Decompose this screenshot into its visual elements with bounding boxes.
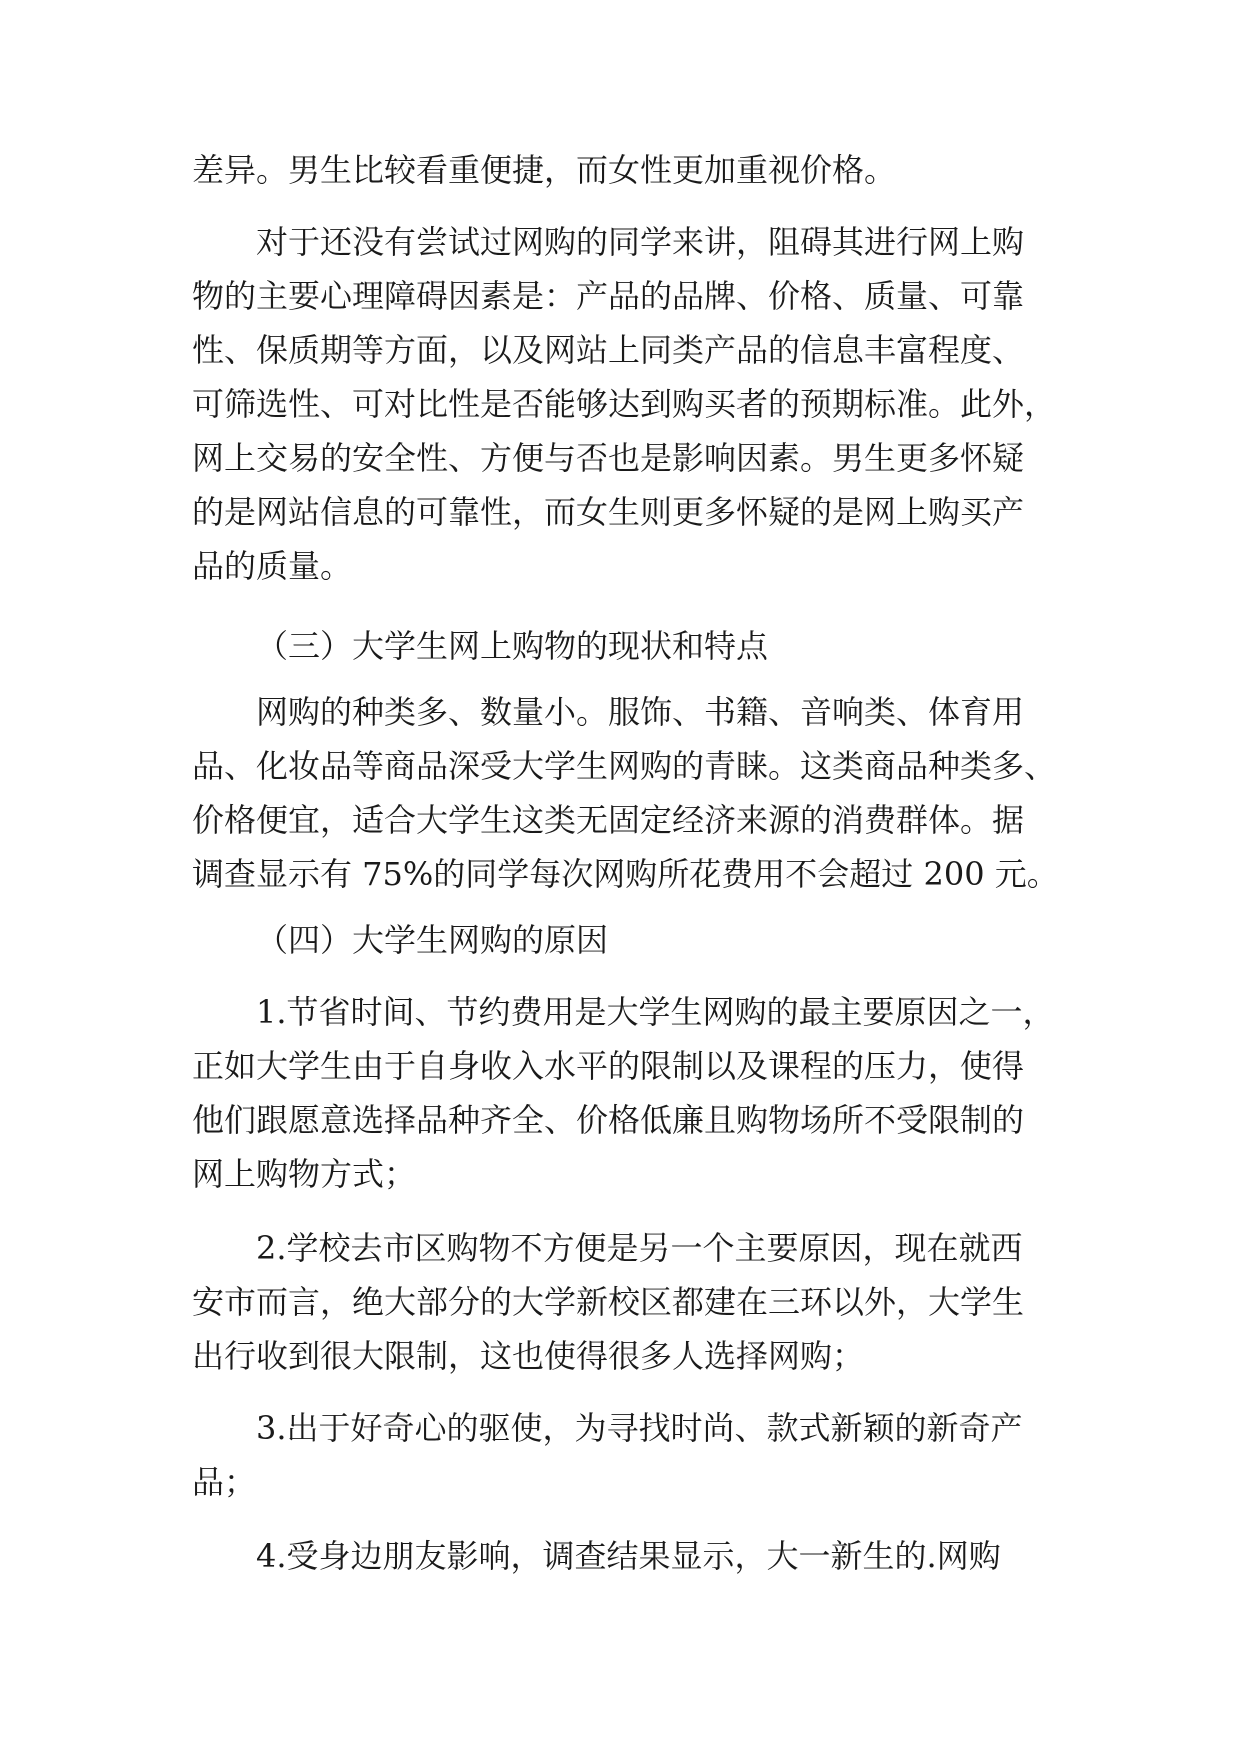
text-line: 性、保质期等方面，以及网站上同类产品的信息丰富程度、	[192, 331, 1025, 369]
list-item-first-line: 1.节省时间、节约费用是大学生网购的最主要原因之一，	[256, 993, 1055, 1031]
list-item-first-line: 3.出于好奇心的驱使，为寻找时尚、款式新颖的新奇产	[256, 1409, 1023, 1447]
text-line: 网上购物方式；	[192, 1155, 417, 1193]
text-line: 品、化妆品等商品深受大学生网购的青睐。这类商品种类多、	[192, 747, 1057, 785]
text-line: 的是网站信息的可靠性，而女生则更多怀疑的是网上购买产	[192, 493, 1025, 531]
section-heading: （四）大学生网购的原因	[256, 921, 609, 959]
list-item-first-line: 4.受身边朋友影响，调查结果显示，大一新生的.网购	[256, 1537, 1001, 1575]
text-line: 正如大学生由于自身收入水平的限制以及课程的压力，使得	[192, 1047, 1025, 1085]
text-line: 出行收到很大限制，这也使得很多人选择网购；	[192, 1337, 865, 1375]
paragraph-first-line: 网购的种类多、数量小。服饰、书籍、音响类、体育用	[256, 693, 1025, 731]
list-item-first-line: 2.学校去市区购物不方便是另一个主要原因，现在就西	[256, 1229, 1023, 1267]
text-line: 价格便宜，适合大学生这类无固定经济来源的消费群体。据	[192, 801, 1025, 839]
text-line: 可筛选性、可对比性是否能够达到购买者的预期标准。此外，	[192, 385, 1057, 423]
text-line: 他们跟愿意选择品种齐全、价格低廉且购物场所不受限制的	[192, 1101, 1025, 1139]
text-line: 调查显示有 75%的同学每次网购所花费用不会超过 200 元。	[192, 855, 1059, 893]
text-line: 差异。男生比较看重便捷，而女性更加重视价格。	[192, 151, 897, 189]
text-line: 物的主要心理障碍因素是：产品的品牌、价格、质量、可靠	[192, 277, 1025, 315]
section-heading: （三）大学生网上购物的现状和特点	[256, 627, 769, 665]
text-line: 品的质量。	[192, 547, 353, 585]
text-line: 安市而言，绝大部分的大学新校区都建在三环以外，大学生	[192, 1283, 1025, 1321]
text-line: 网上交易的安全性、方便与否也是影响因素。男生更多怀疑	[192, 439, 1025, 477]
text-line: 品；	[192, 1463, 257, 1501]
paragraph-first-line: 对于还没有尝试过网购的同学来讲，阻碍其进行网上购	[256, 223, 1025, 261]
